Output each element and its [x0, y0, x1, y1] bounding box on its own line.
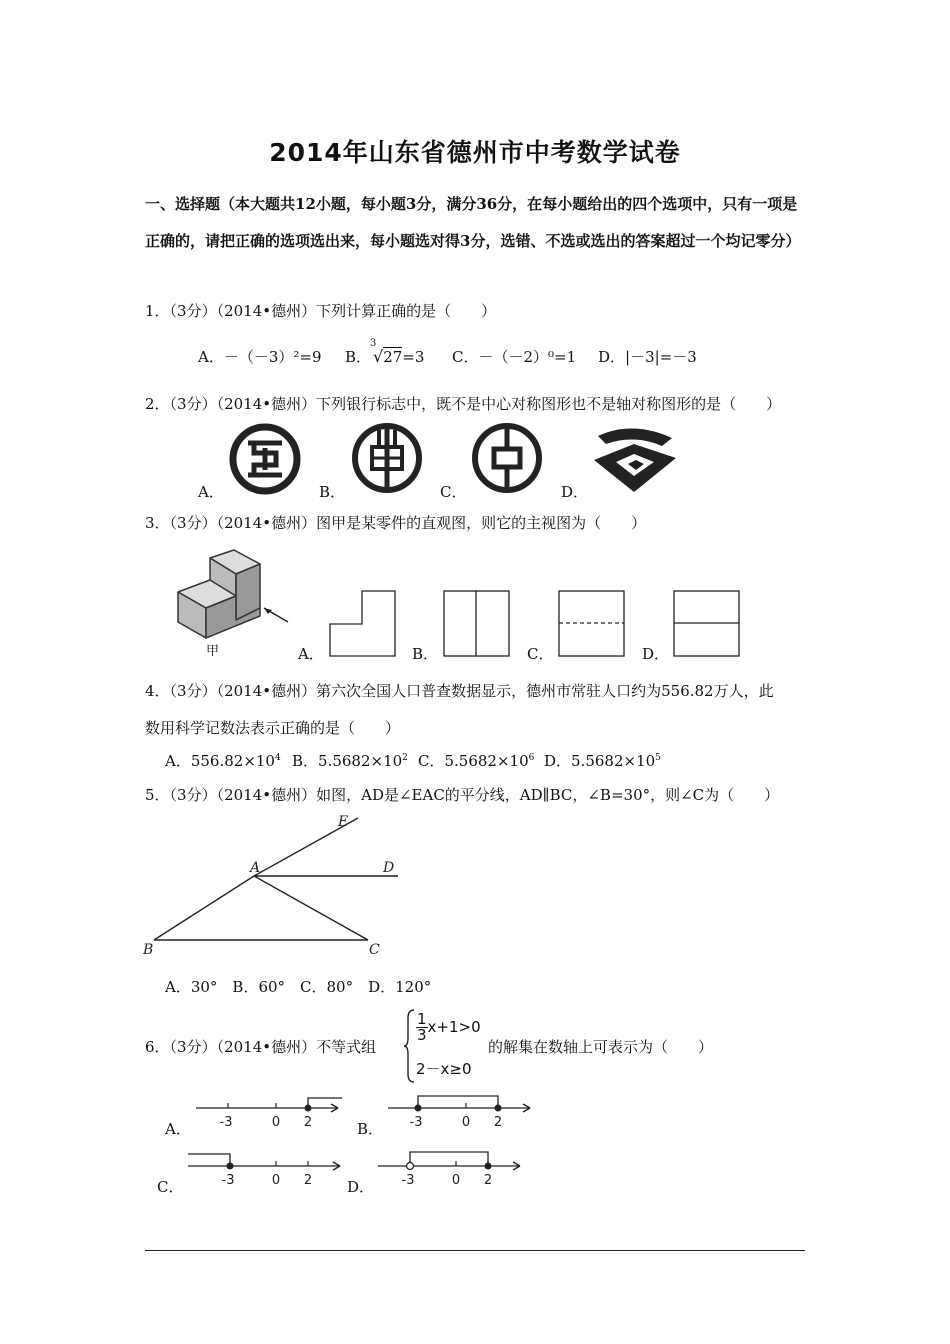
- radical-index: 3: [370, 338, 377, 349]
- question-5-options: A．30° B．60° C．80° D．120°: [165, 978, 432, 996]
- number-line-d: [376, 1146, 526, 1192]
- bank-logo-a-icon: [229, 423, 301, 495]
- point-c-label: C: [369, 942, 380, 958]
- question-5-stem: 5．（3分）（2014•德州）如图，AD是∠EAC的平分线，AD∥BC，∠B=30°，则∠C为（ ）: [145, 786, 780, 804]
- question-6-label-a: A．: [165, 1120, 191, 1138]
- question-3-label-c: C．: [527, 645, 554, 663]
- question-1-option-c: C．－（－2）⁰=1: [452, 348, 577, 366]
- question-1-option-a: A．－（－3）²=9: [198, 348, 322, 366]
- question-3-stem: 3．（3分）（2014•德州）图甲是某零件的直观图，则它的主视图为（ ）: [145, 514, 647, 532]
- question-2-label-c: C．: [440, 483, 467, 501]
- svg-text:2: 2: [303, 1173, 313, 1188]
- question-4-option-c: C．$5.5682\times 10^6$: [418, 752, 535, 770]
- svg-text:-3: -3: [221, 1173, 235, 1188]
- number-line-b: [386, 1090, 536, 1134]
- svg-text:0: 0: [271, 1173, 281, 1188]
- point-d-label: D: [383, 860, 395, 876]
- svg-text:0: 0: [461, 1115, 471, 1130]
- part-isometric-figure: [172, 548, 296, 660]
- question-2-label-d: D．: [561, 483, 589, 501]
- fraction-one-third: $\frac{1}{3}$: [417, 1010, 427, 1044]
- question-1-option-d: D．|－3|=－3: [598, 348, 697, 366]
- question-2-stem: 2．（3分）（2014•德州）下列银行标志中，既不是中心对称图形也不是轴对称图形的是（ ）: [145, 395, 782, 413]
- svg-text:2: 2: [483, 1173, 493, 1188]
- radical-sign-icon: √: [373, 347, 384, 366]
- svg-text:-3: -3: [219, 1115, 233, 1130]
- angle-bisector-figure: [140, 808, 410, 960]
- figure-jia-label: 甲: [206, 644, 220, 659]
- svg-text:-3: -3: [409, 1115, 423, 1130]
- front-view-d-icon: [673, 590, 741, 658]
- question-1-stem: 1．（3分）（2014•德州）下列计算正确的是（ ）: [145, 302, 497, 320]
- number-line-a: [192, 1092, 352, 1136]
- svg-text:2: 2: [493, 1115, 503, 1130]
- inequality-1: $\frac{1}{3}$ x+1>0: [417, 1010, 481, 1044]
- svg-text:0: 0: [271, 1115, 281, 1130]
- question-4-stem-line2: 数用科学记数法表示正确的是（ ）: [145, 719, 401, 737]
- front-view-c-icon: [558, 590, 626, 658]
- point-e-label: E: [338, 814, 349, 830]
- question-6-stem-pre: 6．（3分）（2014•德州）不等式组: [145, 1038, 377, 1056]
- bank-logo-b-icon: [350, 421, 424, 495]
- question-4-option-a: A．$556.82\times 10^4$: [165, 752, 281, 770]
- point-a-label: A: [250, 860, 261, 876]
- option-b-rest: =3: [402, 348, 425, 366]
- svg-text:0: 0: [451, 1173, 461, 1188]
- bank-logo-d-icon: [592, 424, 678, 494]
- question-2-label-a: A．: [198, 483, 224, 501]
- question-1-option-b: [345, 338, 425, 367]
- svg-text:-3: -3: [401, 1173, 415, 1188]
- inequality-2: 2－x≥0: [416, 1060, 472, 1078]
- front-view-a-icon: [329, 590, 397, 658]
- radicand: 27: [383, 348, 403, 366]
- question-6-label-c: C．: [157, 1178, 184, 1196]
- section-heading: 一、选择题（本大题共12小题，每小题3分，满分36分，在每小题给出的四个选项中，只有一项是正确的，请把正确的选项选出来，每小题选对得3分，选错、不选或选出的答案超过一个均记零分）: [145, 195, 801, 250]
- question-2-label-b: B．: [319, 483, 346, 501]
- question-3-label-d: D．: [642, 645, 670, 663]
- question-3-label-b: B．: [412, 645, 439, 663]
- point-b-label: B: [143, 942, 154, 958]
- page-title: 2014年山东省德州市中考数学试卷: [269, 138, 681, 167]
- question-4-option-b: B．$5.5682\times 10^2$: [292, 752, 408, 770]
- question-4-stem-line1: 4．（3分）（2014•德州）第六次全国人口普查数据显示，德州市常驻人口约为556.82万人，此: [145, 682, 774, 700]
- question-6-label-d: D．: [347, 1178, 375, 1196]
- front-view-b-icon: [443, 590, 511, 658]
- bank-logo-c-icon: [470, 421, 544, 495]
- svg-text:2: 2: [303, 1115, 313, 1130]
- question-6-stem-post: 的解集在数轴上可表示为（ ）: [488, 1038, 714, 1056]
- option-b-label: B．: [345, 348, 372, 366]
- question-4-option-d: D．$5.5682\times 10^5$: [544, 752, 661, 770]
- question-3-label-a: A．: [298, 645, 324, 663]
- footer-rule: [145, 1250, 805, 1251]
- question-6-label-b: B．: [357, 1120, 384, 1138]
- number-line-c: [184, 1148, 348, 1192]
